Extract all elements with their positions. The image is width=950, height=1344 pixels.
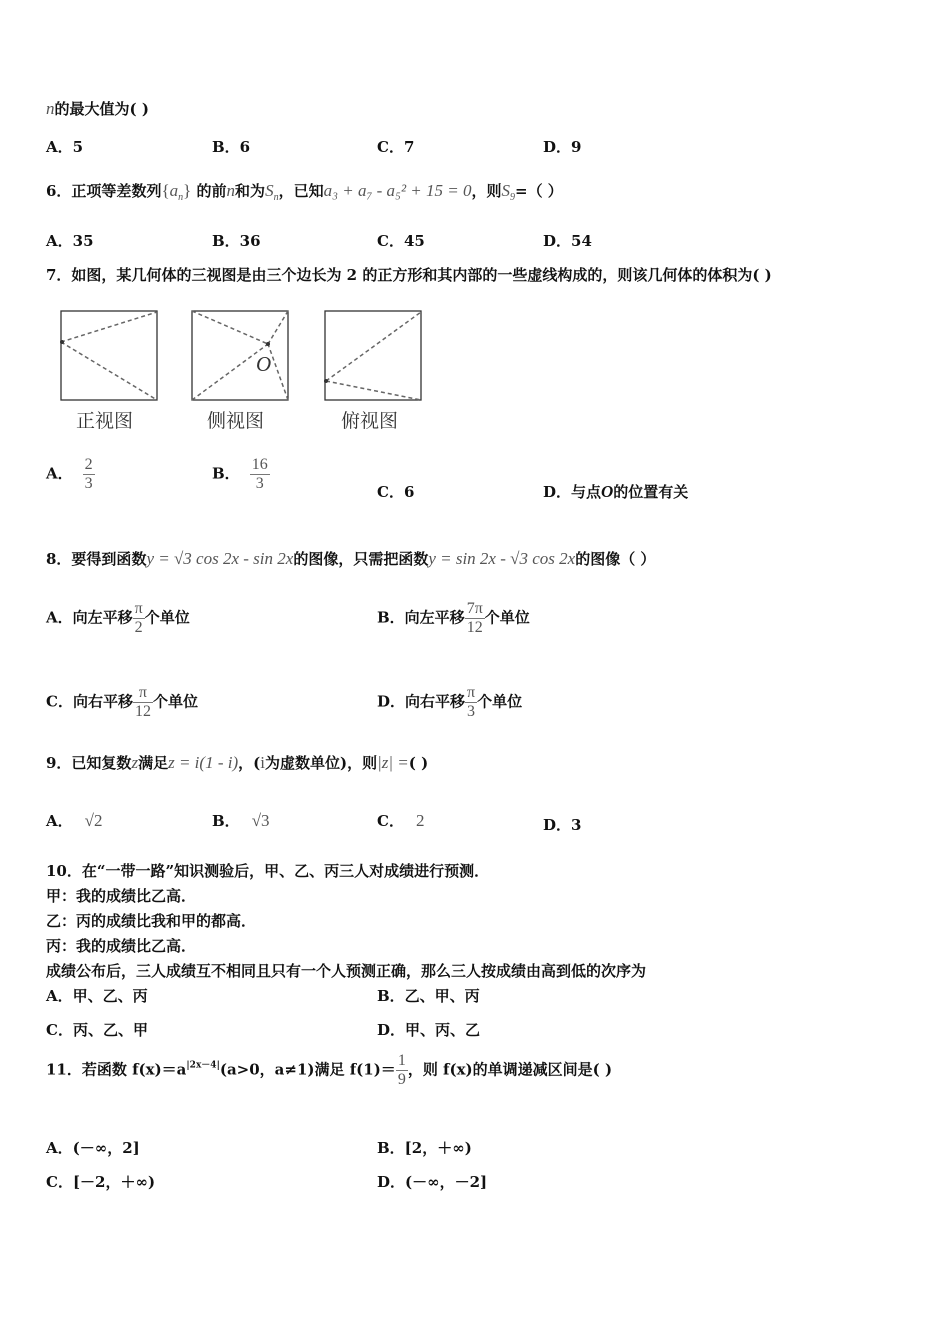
q7-option-d: D．与点O的位置有关	[543, 482, 689, 501]
q10-option-b: B．乙、甲、丙	[377, 987, 480, 1005]
q6-prefix: 6．正项等差数列	[46, 182, 162, 200]
q8-option-a: A．向左平移 $\frac{\pi}{2}$ 个单位	[46, 600, 190, 636]
q10-option-a: A．甲、乙、丙	[46, 987, 148, 1005]
front-view-label: 正视图	[76, 410, 134, 432]
q6-option-c: C．45	[377, 232, 425, 250]
q5-tail	[46, 98, 149, 119]
q8-target-function: y = √3 cos 2x - sin 2x	[146, 549, 294, 568]
q8-source-function: y = sin 2x - √3 cos 2x	[428, 549, 576, 568]
q11-option-b: B．[2，＋∞)	[377, 1139, 472, 1157]
q5-option-a: A．5	[46, 138, 84, 156]
top-view-diagram	[322, 308, 426, 404]
q6-condition: a₃ + a₇ - a₅² + 15 = 0	[323, 181, 472, 200]
q11-stem: 11．若函数 $f(x)=a^{|2x-4|}(a>0$，a≠1)满足 f(1)＝ $\frac{1}{9}$ ，则 f(x)的单调递减区间是( )	[46, 1052, 613, 1088]
point-o-label: O	[256, 352, 272, 376]
q5-option-b: B．6	[212, 138, 251, 156]
q10-intro: 10．在“一带一路”知识测验后，甲、乙、丙三人对成绩进行预测．	[46, 862, 490, 880]
q11-option-c: C．[－2，＋∞)	[46, 1173, 156, 1191]
q9-option-b: B． √3	[212, 811, 270, 830]
q6-option-b: B．36	[212, 232, 261, 250]
q5-var: n	[46, 99, 55, 118]
q7-option-a: A． $\frac{2}{3}$	[46, 456, 93, 492]
q6-stem: 6．正项等差数列$\{a_n\}$ 的前n和为$S_n$，已知a₃ + a₇ - a₅² + 15 = 0，则$S_9=$（ ）	[46, 181, 563, 203]
top-view-label: 俯视图	[341, 410, 399, 432]
q10-option-c: C．丙、乙、甲	[46, 1021, 148, 1039]
q9-equation: z = i(1 - i)	[168, 753, 239, 772]
q7-option-c: C．6	[377, 483, 415, 501]
q11-option-d: D．(－∞，－2]	[377, 1173, 488, 1191]
q6-seq: a	[169, 181, 179, 200]
q7-stem: 7．如图，某几何体的三视图是由三个边长为 2 的正方形和其内部的一些虚线构成的，则该几何体的体积为( )	[46, 266, 772, 284]
q7-option-b: B． $\frac{16}{3}$	[212, 456, 268, 492]
q5-text: 的最大值为( )	[54, 100, 149, 118]
q10-statement-yi: 乙：丙的成绩比我和甲的都高．	[46, 912, 257, 930]
q9-option-a: A． √2	[46, 811, 103, 830]
q6-option-d: D．54	[543, 232, 592, 250]
side-view-label: 侧视图	[207, 410, 265, 432]
q10-question: 成绩公布后，三人成绩互不相同且只有一个人预测正确，那么三人按成绩由高到低的次序为	[46, 962, 647, 980]
q10-statement-bing: 丙：我的成绩比乙高．	[46, 937, 197, 955]
q8-option-c: C．向右平移 $\frac{\pi}{12}$ 个单位	[46, 684, 198, 720]
q10-statement-jia: 甲：我的成绩比乙高．	[46, 887, 197, 905]
front-view-diagram	[58, 308, 162, 404]
q5-option-c: C．7	[377, 138, 415, 156]
q6-option-a: A．35	[46, 232, 94, 250]
q9-stem: 9．已知复数z满足z = i(1 - i)，(i为虚数单位)，则|z| =( )	[46, 753, 429, 772]
q9-option-c: C． 2	[377, 811, 425, 830]
q10-option-d: D．甲、丙、乙	[377, 1021, 481, 1039]
q11-option-a: A．(－∞，2]	[46, 1139, 140, 1157]
q8-option-d: D．向右平移 $\frac{\pi}{3}$ 个单位	[377, 684, 523, 720]
q8-option-b: B．向左平移 $\frac{7\pi}{12}$ 个单位	[377, 600, 530, 636]
q5-option-d: D．9	[543, 138, 582, 156]
side-view-diagram	[189, 308, 293, 404]
q9-option-d: D．3	[543, 816, 582, 834]
q8-stem: 8．要得到函数y = √3 cos 2x - sin 2x的图像，只需把函数y = sin 2x - √3 cos 2x的图像（ ）	[46, 549, 656, 568]
